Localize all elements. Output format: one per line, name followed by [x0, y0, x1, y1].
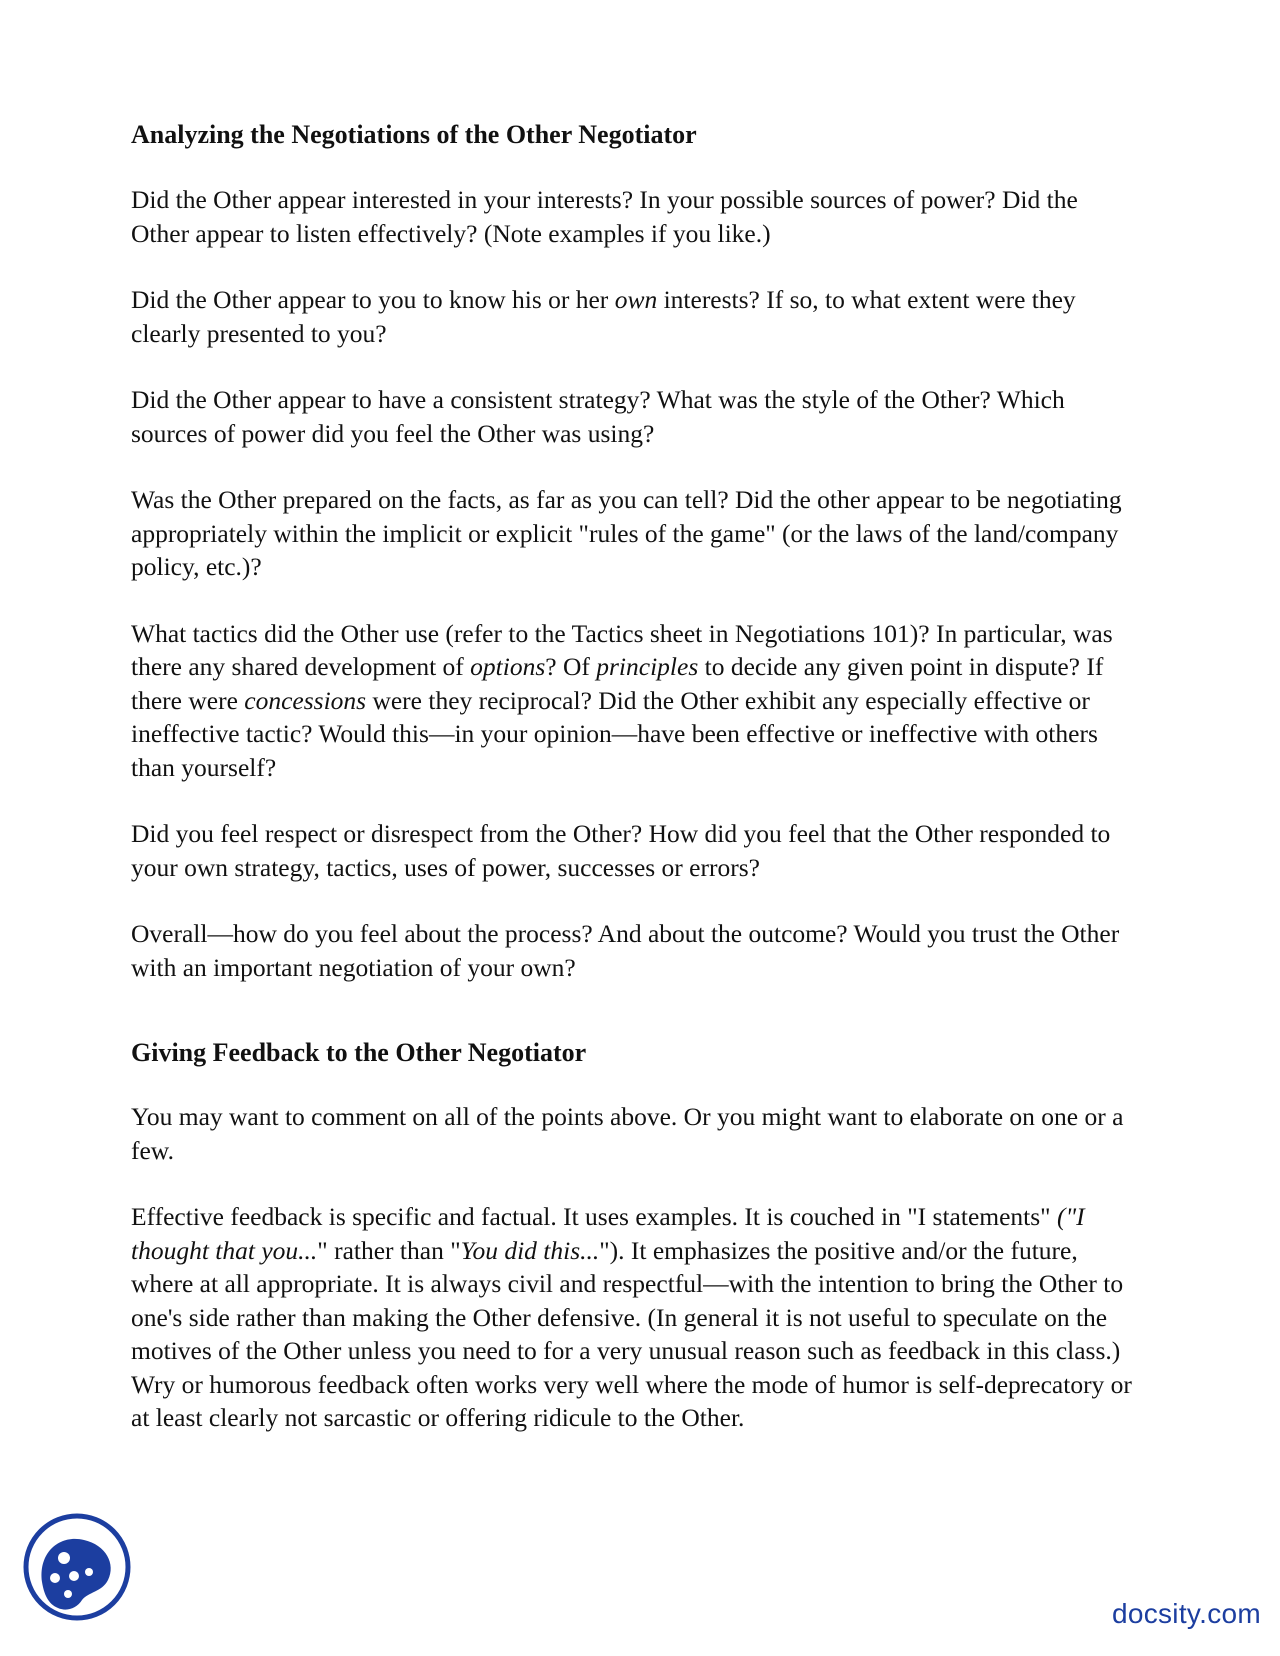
- text-run: " rather than ": [317, 1235, 461, 1265]
- paragraph-interests: Did the Other appear interested in your interests? In your possible sources of power? Did the Other appear to listen effectively? (Note examples if you like.): [131, 185, 1078, 248]
- text-run: Effective feedback is specific and factual. It uses examples. It is couched in "I statements": [131, 1202, 1057, 1231]
- paragraph-own-interests: [131, 283, 1141, 350]
- paragraph-comment: You may want to comment on all of the points above. Or you might want to elaborate on one or a few.: [131, 1102, 1124, 1165]
- paragraph-respect: Did you feel respect or disrespect from the Other? How did you feel that the Other responded to your own strategy, tactics, uses of power, successes or errors?: [131, 819, 1111, 882]
- paragraph-prepared: Was the Other prepared on the facts, as far as you can tell? Did the other appear to be negotiating appropriately within the implicit or explicit "rules of the game" (or the laws of the land/company policy, etc.)?: [131, 485, 1122, 581]
- emphasis-concessions: concessions: [244, 685, 367, 715]
- emphasis-own: own: [614, 285, 658, 314]
- text-run: What tactics did the Other use (refer to the Tactics sheet in Negotiations 101)? In particular, was there any shared development of: [131, 618, 1113, 681]
- section-heading-feedback: Giving Feedback to the Other Negotiator: [131, 1038, 587, 1067]
- paragraph-tactics: [131, 617, 1141, 785]
- paragraph-strategy: Did the Other appear to have a consistent strategy? What was the style of the Other? Which sources of power did you feel the Other was using?: [131, 385, 1065, 448]
- text-run: ? Of: [545, 652, 597, 681]
- emphasis-options: options: [470, 652, 546, 681]
- document-content: [131, 118, 1141, 1435]
- docsity-logo-icon[interactable]: [22, 1512, 132, 1622]
- text-run: interests? If so, to what extent were they clearly presented to you?: [131, 285, 1076, 348]
- text-run: "). It emphasizes the positive and/or the future, where at all appropriate. It is always civil and respectful—with the intention to bring the Other to one's side rather than making the Other defensive. (In general it is not useful to speculate on the motives of the Other unless you need to for a very unusual reason such as feedback in this class.) Wry or humorous feedback often works very well where the mode of humor is self-deprecatory or at least clearly not sarcastic or offering ridicule to the Other.: [131, 1235, 1132, 1432]
- paragraph-overall: Overall—how do you feel about the process? And about the outcome? Would you trust the Other with an important negotiation of your own?: [131, 919, 1120, 982]
- section-heading-analyzing: Analyzing the Negotiations of the Other Negotiator: [131, 120, 697, 149]
- docsity-brand-link[interactable]: docsity.com: [1111, 1598, 1261, 1629]
- paragraph-effective-feedback: [131, 1200, 1141, 1435]
- text-run: were they reciprocal? Did the Other exhibit any especially effective or ineffective tactic? Would this—in your opinion—have been effective or ineffective with others than yourself?: [131, 685, 1098, 782]
- docsity-logo-graphic: [22, 1512, 132, 1622]
- emphasis-you-did: You did this...: [460, 1235, 600, 1265]
- emphasis-i-thought: ("I thought that you...: [131, 1202, 1085, 1265]
- emphasis-principles: principles: [596, 652, 699, 681]
- text-run: Did the Other appear to you to know his or her: [131, 285, 615, 314]
- text-run: to decide any given point in dispute? If there were: [131, 652, 1104, 715]
